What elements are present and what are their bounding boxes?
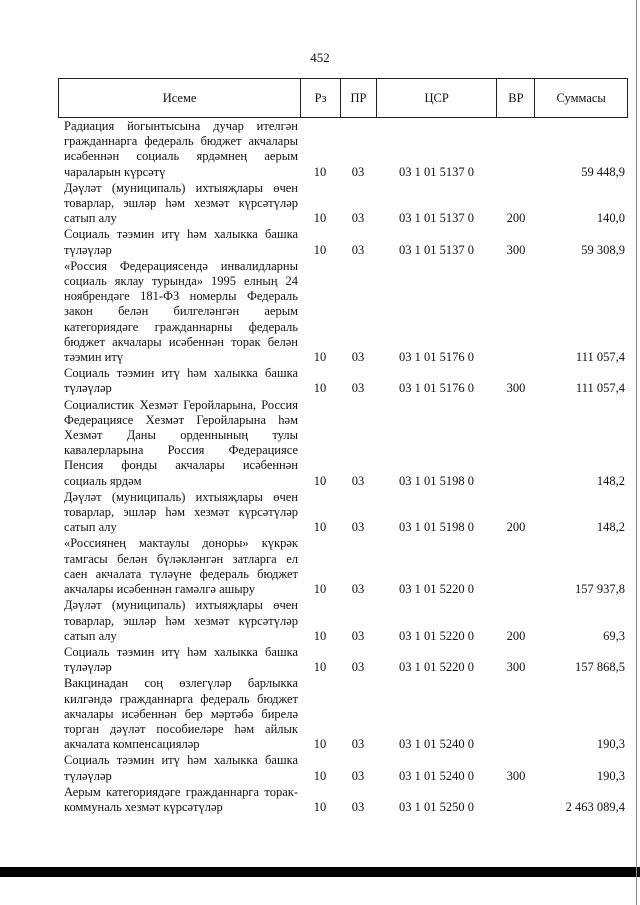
cell-pr: 03 [351,473,365,488]
cell-sum: 157 937,8 [575,582,625,597]
cell-rz: 10 [313,520,327,535]
table-row [58,676,628,752]
cell-rz: 10 [313,660,327,675]
cell-name: Аерым категориядәге гражданнарга торак-коммуналь хезмәт күрсәтүләр [64,784,298,814]
cell-sum: 190,3 [596,737,625,752]
table-row [58,366,628,396]
cell-sum: 148,2 [596,520,625,535]
column-header-csr: ЦСР [376,79,497,117]
cell-sum: 111 057,4 [575,381,625,396]
table-row [58,753,628,783]
cell-name: Дәүләт (муниципаль) ихтыяҗлары өчен товарлар, эшләр һәм хезмәт күрсәтүләр сатып алу [64,489,298,535]
cell-rz: 10 [313,211,327,226]
cell-vr: 200 [506,211,526,226]
cell-name: Дәүләт (муниципаль) ихтыяҗлары өчен товарлар, эшләр һәм хезмәт күрсәтүләр сатып алу [64,180,298,226]
cell-csr: 03 1 01 5137 0 [399,211,474,226]
cell-name: Дәүләт (муниципаль) ихтыяҗлары өчен товарлар, эшләр һәм хезмәт күрсәтүләр сатып алу [64,598,298,643]
cell-rz: 10 [313,381,327,396]
cell-vr: 300 [506,660,526,675]
scan-bottom-edge [0,867,640,877]
cell-vr: 300 [506,768,526,783]
cell-pr: 03 [351,350,365,365]
cell-vr: 200 [506,520,526,535]
cell-csr: 03 1 01 5137 0 [399,242,474,257]
cell-pr: 03 [351,520,365,535]
cell-sum: 190,3 [596,768,625,783]
cell-rz: 10 [313,799,327,814]
column-header-sum: Суммасы [534,79,627,117]
cell-sum: 69,3 [603,628,625,643]
table-row [58,119,628,180]
cell-name: Вакцинадан соң өзлегүләр барлыкка килгәндә гражданнарга федераль бюджет акчалары исәбеннән бер мәртәбә бирелә торган дәүләт пособиеләре һәм айлык акчалата компенсацияләр [64,676,298,752]
cell-pr: 03 [351,628,365,643]
cell-csr: 03 1 01 5240 0 [399,737,474,752]
column-header-rz: Рз [300,79,340,117]
cell-csr: 03 1 01 5220 0 [399,582,474,597]
table-row [58,181,628,227]
cell-sum: 148,2 [596,473,625,488]
column-header-name: Исеме [162,90,197,105]
cell-rz: 10 [313,628,327,643]
cell-pr: 03 [351,242,365,257]
cell-sum: 157 868,5 [575,660,625,675]
cell-name: «Россия Федерациясендә инвалидларны социаль яклау турында» 1995 елның 24 ноябрендәге 181-ФЗ номерлы Федераль закон белән билгеләнгән аерым категориядәге гражданнарны федераль бюджет акчалары исәбеннән торак белән тәэмин итү [64,258,298,365]
cell-csr: 03 1 01 5198 0 [399,520,474,535]
cell-sum: 140,0 [596,211,625,226]
table-row [58,259,628,365]
cell-sum: 111 057,4 [575,350,625,365]
cell-rz: 10 [313,473,327,488]
cell-pr: 03 [351,211,365,226]
cell-name: Социаль тәэмин итү һәм халыкка башка түләүләр [64,644,298,675]
column-header-pr: ПР [340,79,376,117]
cell-pr: 03 [351,737,365,752]
table-header [58,78,628,118]
cell-csr: 03 1 01 5198 0 [399,473,474,488]
cell-rz: 10 [313,164,327,179]
table-row [58,227,628,257]
cell-pr: 03 [351,164,365,179]
cell-pr: 03 [351,582,365,597]
cell-csr: 03 1 01 5250 0 [399,799,474,814]
cell-sum: 59 308,9 [581,242,625,257]
cell-sum: 2 463 089,4 [565,799,625,814]
table-row [58,598,628,644]
table-row [58,645,628,675]
cell-name: «Россиянең мактаулы доноры» күкрәк тамгасы белән бүләкләнгән затларга ел саен акчалата түләүне федераль бюджет акчалары исәбеннән гамәлгә ашыру [64,536,298,597]
cell-rz: 10 [313,242,327,257]
cell-pr: 03 [351,799,365,814]
table-body [58,119,628,816]
cell-csr: 03 1 01 5220 0 [399,628,474,643]
cell-csr: 03 1 01 5176 0 [399,381,474,396]
cell-pr: 03 [351,768,365,783]
cell-name: Социаль тәэмин итү һәм халыкка башка түләүләр [64,753,298,783]
cell-sum: 59 448,9 [581,164,625,179]
cell-csr: 03 1 01 5176 0 [399,350,474,365]
table-row [58,490,628,536]
cell-vr: 200 [506,628,526,643]
column-header-vr: ВР [496,79,534,117]
page-number: 452 [310,50,330,65]
cell-csr: 03 1 01 5240 0 [399,768,474,783]
cell-pr: 03 [351,381,365,396]
cell-vr: 300 [506,381,526,396]
cell-name: Радиация йогынтысына дучар ителгән гражданнарга федераль бюджет акчалары исәбеннән социаль ярдәмнең аерым чараларын күрсәтү [64,119,298,179]
cell-name: Социаль тәэмин итү һәм халыкка башка түләүләр [64,227,298,257]
scan-right-edge [636,0,637,905]
cell-rz: 10 [313,582,327,597]
cell-pr: 03 [351,660,365,675]
cell-rz: 10 [313,350,327,365]
cell-vr: 300 [506,242,526,257]
table-row [58,785,628,815]
cell-name: Социаль тәэмин итү һәм халыкка башка түләүләр [64,366,298,396]
table-row [58,536,628,597]
cell-csr: 03 1 01 5137 0 [399,164,474,179]
table-row [58,398,628,489]
cell-name: Социалистик Хезмәт Геройларына, Россия Федерациясе Хезмәт Геройларына һәм Хезмәт Даны орденнының тулы кавалерларына Россия Федерациясе Пенсия фонды акчалары исәбеннән социаль ярдәм [64,397,298,488]
cell-rz: 10 [313,768,327,783]
cell-csr: 03 1 01 5220 0 [399,660,474,675]
cell-rz: 10 [313,737,327,752]
